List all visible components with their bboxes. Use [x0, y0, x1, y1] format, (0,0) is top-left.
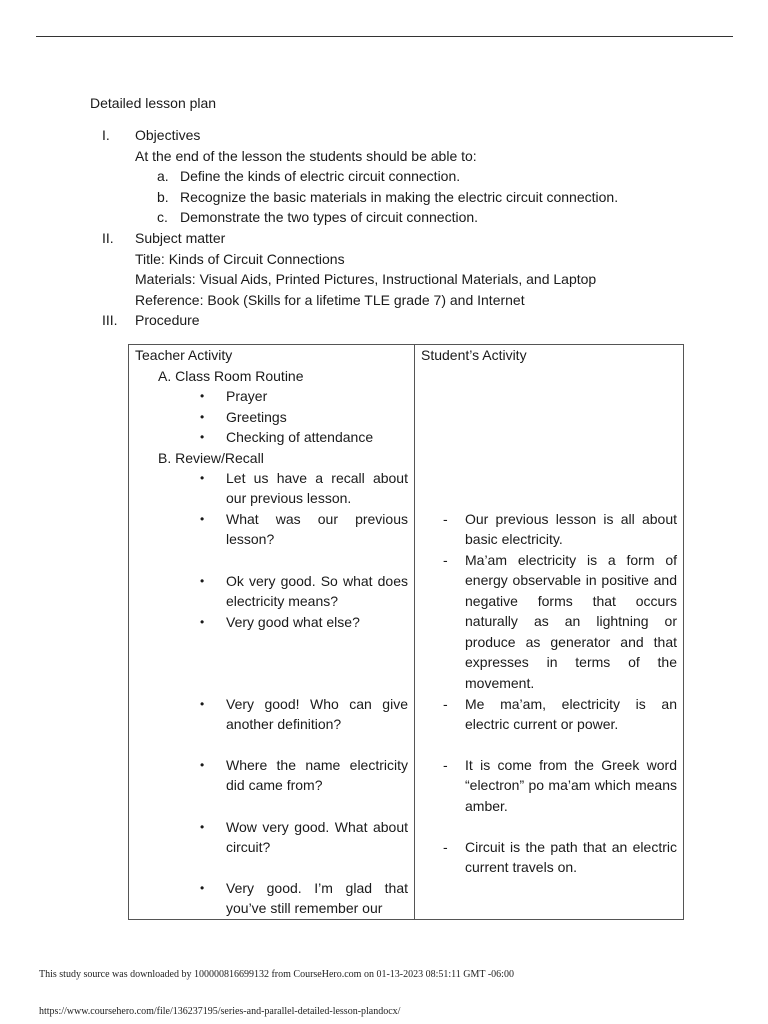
- list-item: [443, 755, 677, 817]
- dash-marker: -: [443, 695, 448, 712]
- student-activity-cell: [415, 366, 683, 919]
- list-item: [200, 571, 408, 612]
- bullet-icon: •: [200, 696, 205, 711]
- bullet-icon: •: [200, 614, 205, 629]
- table-row: [129, 345, 684, 920]
- list-item: [135, 187, 695, 208]
- download-note: This study source was downloaded by 100000816699132 from CourseHero.com on 01-13-2023 08:51:11 GMT -06:00: [39, 969, 514, 980]
- item-letter: b.: [157, 188, 169, 205]
- item-text: Very good what else?: [226, 613, 360, 630]
- teacher-activity-column: [129, 345, 415, 920]
- bullet-icon: •: [200, 819, 205, 834]
- subject-reference-line: Reference: Book (Skills for a lifetime TLE grade 7) and Internet: [135, 291, 525, 308]
- dash-marker: -: [443, 510, 448, 527]
- bullet-icon: •: [200, 388, 205, 403]
- list-item: [200, 509, 408, 550]
- list-item: [200, 468, 408, 509]
- bullet-icon: •: [200, 511, 205, 526]
- student-activity-column: [415, 345, 684, 920]
- document-title: Detailed lesson plan: [90, 95, 217, 111]
- item-text: Very good! Who can give another definition?: [226, 695, 408, 732]
- bullet-icon: •: [200, 880, 205, 895]
- subject-materials-line: Materials: Visual Aids, Printed Pictures, Instructional Materials, and Laptop: [135, 271, 597, 287]
- list-item: [443, 694, 677, 735]
- section-number: III.: [102, 312, 118, 328]
- list-item: [200, 878, 408, 919]
- item-text: Circuit is the path that an electric current travels on.: [465, 838, 677, 875]
- list-item: [200, 386, 408, 407]
- bullet-icon: •: [200, 409, 205, 424]
- list-item: [443, 837, 677, 878]
- item-text: Checking of attendance: [226, 428, 374, 445]
- student-activity-header: Student’s Activity: [421, 347, 527, 363]
- dash-marker: -: [443, 551, 448, 568]
- item-letter: a.: [157, 168, 169, 184]
- item-text: It is come from the Greek word “electron” po ma’am which means amber.: [465, 756, 677, 814]
- list-item: [200, 427, 408, 448]
- section-objectives: [90, 125, 695, 228]
- item-text: Me ma’am, electricity is an electric current or power.: [465, 695, 677, 732]
- item-text: Very good. I’m glad that you’ve still remember our: [226, 879, 408, 916]
- bullet-icon: •: [200, 470, 205, 485]
- item-text: Define the kinds of electric circuit connection.: [180, 168, 461, 184]
- section-heading: Objectives: [135, 127, 201, 143]
- source-url-link[interactable]: https://www.coursehero.com/file/136237195/series-and-parallel-detailed-lesson-plandocx/: [39, 1006, 401, 1017]
- section-heading: Procedure: [135, 312, 200, 328]
- list-item: [200, 755, 408, 796]
- review-title: B. Review/Recall: [158, 449, 264, 466]
- procedure-table: [128, 344, 684, 920]
- subject-title-line: Title: Kinds of Circuit Connections: [135, 250, 345, 267]
- section-number: II.: [102, 230, 114, 246]
- teacher-activity-header: Teacher Activity: [135, 347, 233, 363]
- item-text: Demonstrate the two types of circuit connection.: [180, 209, 479, 225]
- bullet-icon: •: [200, 429, 205, 444]
- objectives-list: [135, 166, 695, 228]
- dash-marker: -: [443, 838, 448, 855]
- list-item: [200, 612, 408, 633]
- bullet-icon: •: [200, 757, 205, 772]
- list-item: [443, 550, 677, 694]
- item-text: Prayer: [226, 387, 268, 404]
- section-subject-matter: [90, 228, 695, 310]
- list-item: [200, 407, 408, 428]
- item-text: Ok very good. So what does electricity means?: [226, 572, 408, 609]
- list-item: [200, 817, 408, 858]
- dash-marker: -: [443, 756, 448, 773]
- item-text: Our previous lesson is all about basic electricity.: [465, 510, 677, 547]
- item-text: Wow very good. What about circuit?: [226, 818, 408, 855]
- item-letter: c.: [157, 209, 168, 225]
- section-number: I.: [102, 127, 110, 143]
- bullet-icon: •: [200, 573, 205, 588]
- section-procedure: [90, 310, 695, 331]
- objectives-intro: At the end of the lesson the students should be able to:: [135, 147, 477, 164]
- item-text: Let us have a recall about our previous lesson.: [226, 469, 408, 506]
- list-item: [135, 166, 695, 187]
- list-item: [135, 207, 695, 228]
- teacher-activity-cell: [129, 366, 414, 919]
- item-text: Where the name electricity did came from?: [226, 756, 408, 793]
- list-item: [443, 509, 677, 550]
- routine-title: A. Class Room Routine: [158, 367, 304, 384]
- section-heading: Subject matter: [135, 230, 226, 246]
- item-text: Recognize the basic materials in making the electric circuit connection.: [180, 188, 619, 205]
- item-text: What was our previous lesson?: [226, 510, 408, 547]
- list-item: [200, 694, 408, 735]
- top-divider: [36, 36, 733, 37]
- item-text: Ma’am electricity is a form of energy observable in positive and negative forms that occurs naturally as an lightning or produce as generator and that expresses in terms of the movement.: [465, 551, 677, 691]
- item-text: Greetings: [226, 408, 287, 425]
